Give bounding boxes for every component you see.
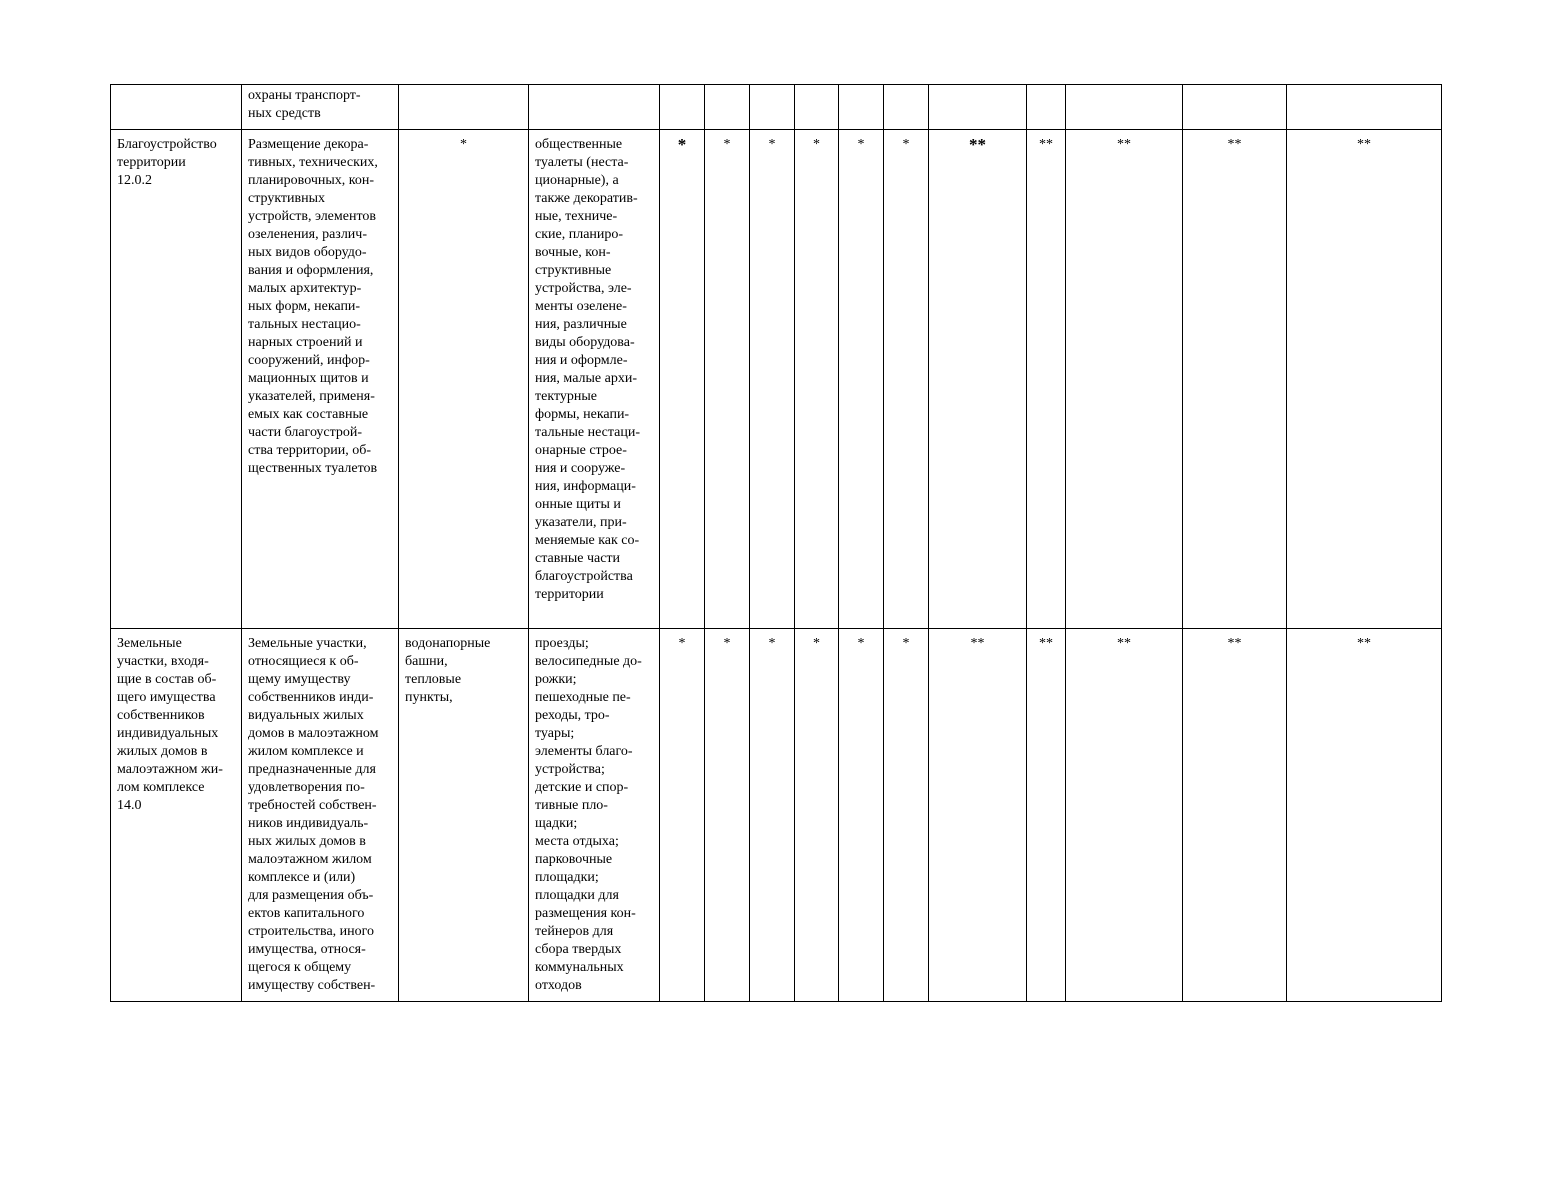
cell-empty bbox=[1066, 85, 1183, 130]
cell-mark: * bbox=[660, 130, 705, 629]
cell-mark: ** bbox=[929, 629, 1027, 1002]
cell-mark: * bbox=[884, 629, 929, 1002]
cell-use-name: Земельные участки, входя- щие в состав об- щего имущества собственников индивидуальных жилых домов в малоэтажном жи- лом комплексе 14.0 bbox=[111, 629, 242, 1002]
cell-mark: * bbox=[839, 629, 884, 1002]
cell-empty bbox=[529, 85, 660, 130]
cell-description: охраны транспорт- ных средств bbox=[242, 85, 399, 130]
cell-mark: * bbox=[750, 629, 795, 1002]
cell-mark: * bbox=[399, 130, 529, 629]
table-row-continuation bbox=[111, 85, 1442, 130]
cell-mark: ** bbox=[1183, 130, 1287, 629]
cell-mark: * bbox=[884, 130, 929, 629]
cell-empty bbox=[111, 85, 242, 130]
cell-empty bbox=[399, 85, 529, 130]
cell-objects: общественные туалеты (неста- ционарные), а также декоратив- ные, техниче- ские, планиро- вочные, кон- структивные устройства, эле- менты озелене- ния, различные виды оборудова- ния и оформле- ния, малые архи- тектурные формы, некапи- тальные нестаци- онарные строе- ния и сооруже- ния, информаци- онные щиты и указатели, при- меняемые как со- ставные части благоустройства территории bbox=[529, 130, 660, 629]
cell-objects: проезды; велосипедные до- рожки; пешеходные пе- реходы, тро- туары; элементы благо- устройства; детские и спор- тивные пло- щадки; места отдыха; парковочные площадки; площадки для размещения кон- тейнеров для сбора твердых коммунальных отходов bbox=[529, 629, 660, 1002]
cell-use-name: Благоустройство территории 12.0.2 bbox=[111, 130, 242, 629]
land-use-table bbox=[110, 84, 1442, 1002]
cell-description: Размещение декора- тивных, технических, планировочных, кон- структивных устройств, элементов озеленения, различ- ных видов оборудо- вания и оформления, малых архитектур- ных форм, некапи- тальных нестацио- нарных строений и сооружений, инфор- мационных щитов и указателей, применя- емых как составные части благоустрой- ства территории, об- щественных туалетов bbox=[242, 130, 399, 629]
cell-mark: ** bbox=[1183, 629, 1287, 1002]
cell-mark: ** bbox=[1287, 629, 1442, 1002]
cell-mark: * bbox=[795, 629, 839, 1002]
cell-mark: ** bbox=[1027, 629, 1066, 1002]
cell-empty bbox=[1183, 85, 1287, 130]
cell-empty bbox=[750, 85, 795, 130]
cell-mark: ** bbox=[1066, 130, 1183, 629]
cell-empty bbox=[705, 85, 750, 130]
cell-empty bbox=[839, 85, 884, 130]
cell-mark: ** bbox=[929, 130, 1027, 629]
cell-mark: * bbox=[705, 629, 750, 1002]
cell-empty bbox=[1287, 85, 1442, 130]
cell-empty bbox=[884, 85, 929, 130]
cell-mark: * bbox=[839, 130, 884, 629]
cell-objects-extra: водонапорные башни, тепловые пункты, bbox=[399, 629, 529, 1002]
cell-mark: ** bbox=[1287, 130, 1442, 629]
table-row-zemelnye-uchastki bbox=[111, 629, 1442, 1002]
cell-empty bbox=[929, 85, 1027, 130]
cell-mark: * bbox=[795, 130, 839, 629]
cell-mark: ** bbox=[1066, 629, 1183, 1002]
table-row-blagoustroystvo bbox=[111, 130, 1442, 629]
cell-empty bbox=[660, 85, 705, 130]
cell-mark: ** bbox=[1027, 130, 1066, 629]
cell-empty bbox=[795, 85, 839, 130]
cell-mark: * bbox=[660, 629, 705, 1002]
cell-mark: * bbox=[750, 130, 795, 629]
cell-mark: * bbox=[705, 130, 750, 629]
cell-empty bbox=[1027, 85, 1066, 130]
cell-description: Земельные участки, относящиеся к об- щему имуществу собственников инди- видуальных жилых домов в малоэтажном жилом комплексе и предназначенные для удовлетворения по- требностей собствен- ников индивидуаль- ных жилых домов в малоэтажном жилом комплексе и (или) для размещения объ- ектов капитального строительства, иного имущества, относя- щегося к общему имуществу собствен- bbox=[242, 629, 399, 1002]
